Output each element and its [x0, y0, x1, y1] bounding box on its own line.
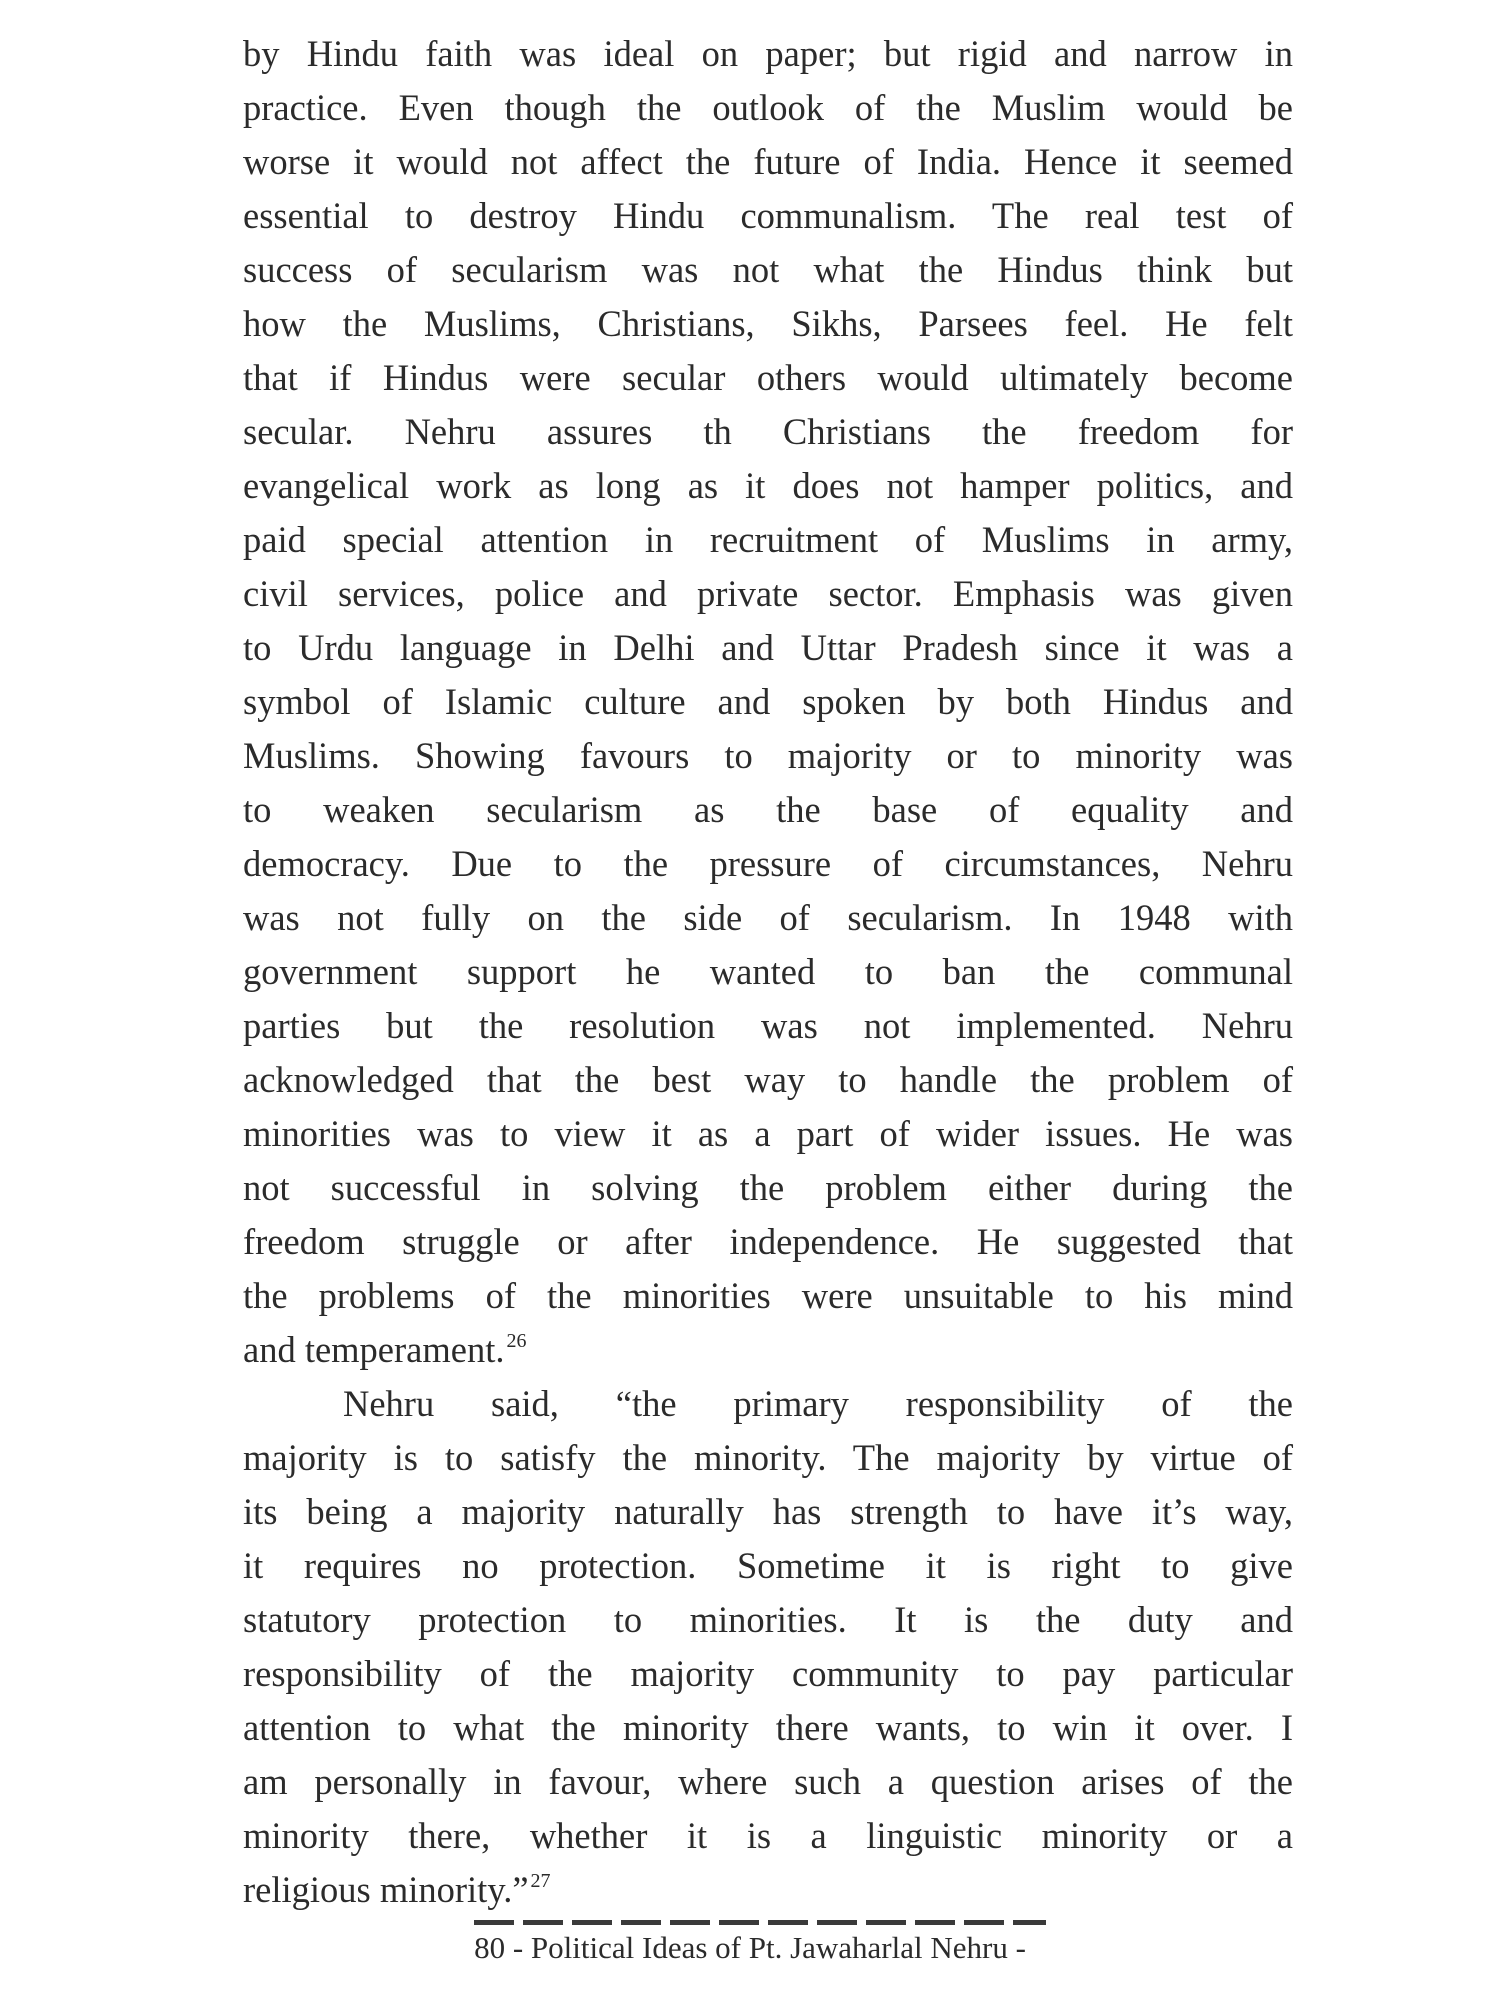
line-text: minority there, whether it is a linguistic minority or a: [243, 1815, 1293, 1856]
line-text: evangelical work as long as it does not hamper politics, and: [243, 465, 1293, 506]
line-text: by Hindu faith was ideal on paper; but rigid and narrow in: [243, 33, 1293, 74]
text-line: [243, 1161, 1293, 1215]
line-text: how the Muslims, Christians, Sikhs, Parsees feel. He felt: [243, 303, 1293, 344]
text-line: [243, 621, 1293, 675]
line-text: attention to what the minority there wants, to win it over. I: [243, 1707, 1293, 1748]
line-text: success of secularism was not what the Hindus think but: [243, 249, 1293, 290]
page-footer: 80 - Political Ideas of Pt. Jawaharlal Nehru -: [474, 1930, 1026, 1965]
line-text: it requires no protection. Sometime it is right to give: [243, 1545, 1293, 1586]
text-line: [243, 567, 1293, 621]
text-line: [243, 297, 1293, 351]
text-line: [243, 999, 1293, 1053]
text-line: [243, 1269, 1293, 1323]
line-text: to Urdu language in Delhi and Uttar Pradesh since it was a: [243, 627, 1293, 668]
text-line: [243, 81, 1293, 135]
text-line: [243, 1323, 1293, 1377]
text-line: [243, 1701, 1293, 1755]
line-text: government support he wanted to ban the communal: [243, 951, 1293, 992]
line-text: Muslims. Showing favours to majority or to minority was: [243, 735, 1293, 776]
line-text: Nehru said, “the primary responsibility of the: [343, 1383, 1293, 1424]
text-line: [243, 351, 1293, 405]
text-line: [243, 513, 1293, 567]
text-line: [243, 1809, 1293, 1863]
text-line: [243, 837, 1293, 891]
text-line: [243, 1431, 1293, 1485]
text-line: [243, 1863, 1293, 1917]
text-line: [243, 189, 1293, 243]
line-text: democracy. Due to the pressure of circumstances, Nehru: [243, 843, 1293, 884]
text-line: [243, 783, 1293, 837]
line-text: responsibility of the majority community to pay particular: [243, 1653, 1293, 1694]
body-text: [243, 27, 1293, 1917]
text-line: [243, 135, 1293, 189]
text-line: [243, 1755, 1293, 1809]
text-line: [243, 27, 1293, 81]
line-text: worse it would not affect the future of India. Hence it seemed: [243, 141, 1293, 182]
footnote-marker: 26: [506, 1330, 527, 1352]
text-line: [243, 675, 1293, 729]
text-line: [243, 243, 1293, 297]
line-text: civil services, police and private sector. Emphasis was given: [243, 573, 1293, 614]
text-line: [243, 1539, 1293, 1593]
line-text: not successful in solving the problem either during the: [243, 1167, 1293, 1208]
line-text: freedom struggle or after independence. He suggested that: [243, 1221, 1293, 1262]
line-text: to weaken secularism as the base of equality and: [243, 789, 1293, 830]
text-line: [243, 1647, 1293, 1701]
line-text: was not fully on the side of secularism. In 1948 with: [243, 897, 1293, 938]
text-line: [243, 945, 1293, 999]
line-text: minorities was to view it as a part of wider issues. He was: [243, 1113, 1293, 1154]
text-line: [243, 1593, 1293, 1647]
line-text: its being a majority naturally has strength to have it’s way,: [243, 1491, 1293, 1532]
line-text: parties but the resolution was not implemented. Nehru: [243, 1005, 1293, 1046]
line-text: that if Hindus were secular others would ultimately become: [243, 357, 1293, 398]
text-line: [243, 459, 1293, 513]
line-text: statutory protection to minorities. It is the duty and: [243, 1599, 1293, 1640]
line-text: the problems of the minorities were unsuitable to his mind: [243, 1275, 1293, 1316]
text-line: [243, 1485, 1293, 1539]
line-text: religious minority.”: [243, 1869, 529, 1910]
footer-dashed-rule: [474, 1920, 1046, 1925]
line-text: practice. Even though the outlook of the Muslim would be: [243, 87, 1293, 128]
footnote-marker: 27: [530, 1870, 551, 1892]
line-text: paid special attention in recruitment of Muslims in army,: [243, 519, 1293, 560]
text-line: [243, 1377, 1293, 1431]
line-text: symbol of Islamic culture and spoken by both Hindus and: [243, 681, 1293, 722]
line-text: acknowledged that the best way to handle the problem of: [243, 1059, 1293, 1100]
line-text: majority is to satisfy the minority. The majority by virtue of: [243, 1437, 1293, 1478]
text-line: [243, 1107, 1293, 1161]
line-text: and temperament.: [243, 1329, 505, 1370]
text-line: [243, 891, 1293, 945]
text-line: [243, 1053, 1293, 1107]
text-line: [243, 405, 1293, 459]
text-line: [243, 729, 1293, 783]
line-text: am personally in favour, where such a question arises of the: [243, 1761, 1293, 1802]
text-line: [243, 1215, 1293, 1269]
line-text: essential to destroy Hindu communalism. The real test of: [243, 195, 1293, 236]
line-text: secular. Nehru assures th Christians the freedom for: [243, 411, 1293, 452]
